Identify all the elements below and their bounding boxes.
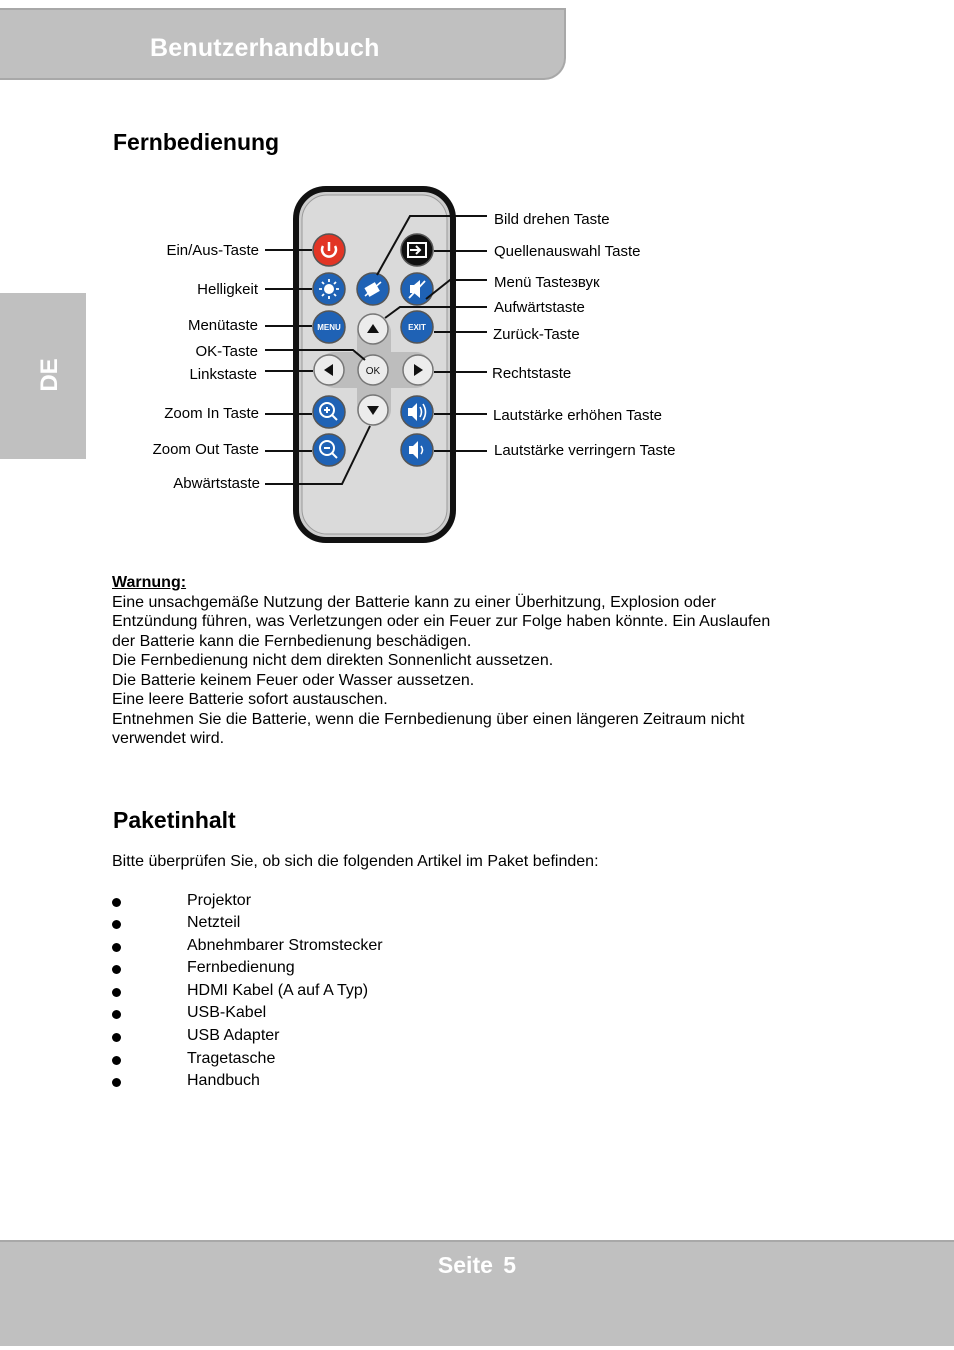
label-rotate: Bild drehen Taste bbox=[494, 211, 610, 228]
warning-line: Eine leere Batterie sofort austauschen. bbox=[112, 691, 388, 708]
bullet-icon bbox=[112, 1033, 121, 1042]
label-up: Aufwärtstaste bbox=[494, 299, 585, 316]
label-zoom-out: Zoom Out Taste bbox=[152, 441, 259, 458]
menu-button-text: MENU bbox=[317, 323, 341, 332]
label-menu: Menütaste bbox=[187, 317, 258, 334]
bullet-icon bbox=[112, 1078, 121, 1087]
list-item-text: Netzteil bbox=[187, 914, 241, 931]
left-button-graphic bbox=[314, 355, 344, 385]
exit-button-graphic bbox=[401, 311, 433, 343]
list-item-text: Fernbedienung bbox=[187, 959, 295, 976]
section-title-remote: Fernbedienung bbox=[113, 129, 280, 155]
bullet-icon bbox=[112, 988, 121, 997]
bullet-icon bbox=[112, 965, 121, 974]
ok-button-graphic bbox=[358, 355, 388, 385]
volume-down-button-graphic bbox=[401, 434, 433, 466]
down-button-graphic bbox=[358, 395, 388, 425]
volume-up-button-graphic bbox=[401, 396, 433, 428]
label-down: Abwärtstaste bbox=[173, 475, 260, 492]
label-zoom-in: Zoom In Taste bbox=[164, 405, 259, 422]
source-button-graphic bbox=[401, 234, 433, 266]
label-source: Quellenauswahl Taste bbox=[494, 243, 641, 260]
remote-diagram bbox=[0, 180, 954, 550]
zoom-out-button-graphic bbox=[313, 434, 345, 466]
label-exit: Zurück-Taste bbox=[493, 326, 580, 343]
exit-button-text: EXIT bbox=[408, 323, 426, 332]
warning-line: Die Fernbedienung nicht dem direkten Sonnenlicht aussetzen. bbox=[112, 652, 554, 669]
label-right: Rechtstaste bbox=[492, 365, 572, 382]
bullet-icon bbox=[112, 920, 121, 929]
list-item-text: Abnehmbarer Stromstecker bbox=[187, 937, 383, 954]
list-item-text: USB-Kabel bbox=[187, 1004, 267, 1021]
warning-line: verwendet wird. bbox=[112, 730, 225, 747]
warning-line: Die Batterie keinem Feuer oder Wasser aussetzen. bbox=[112, 672, 475, 689]
label-mute: Menü Tastезвук bbox=[494, 274, 600, 291]
page-number: Seite 5 bbox=[437, 1252, 517, 1278]
label-left: Linkstaste bbox=[189, 366, 257, 383]
power-button-graphic bbox=[313, 234, 345, 266]
right-button-graphic bbox=[403, 355, 433, 385]
zoom-in-button-graphic bbox=[313, 396, 345, 428]
warning-line: Entzündung führen, was Verletzungen oder ein Feuer zur Folge haben könnte. Ein Auslaufen bbox=[112, 613, 771, 630]
mute-button-graphic bbox=[401, 273, 433, 305]
bullet-icon bbox=[112, 943, 121, 952]
up-button-graphic bbox=[358, 314, 388, 344]
warning-line: Entnehmen Sie die Batterie, wenn die Fernbedienung über einen längeren Zeitraum nicht bbox=[112, 711, 745, 728]
package-intro: Bitte überprüfen Sie, ob sich die folgenden Artikel im Paket befinden: bbox=[112, 853, 599, 870]
list-item-text: Projektor bbox=[187, 892, 252, 909]
list-item-text: HDMI Kabel (A auf A Typ) bbox=[187, 982, 369, 999]
header-title: Benutzerhandbuch bbox=[150, 34, 380, 62]
warning-title: Warnung: bbox=[112, 574, 187, 591]
label-volume-up: Lautstärke erhöhen Taste bbox=[493, 407, 663, 424]
rotate-button-graphic bbox=[357, 273, 389, 305]
list-item-text: USB Adapter bbox=[187, 1027, 280, 1044]
label-ok: OK-Taste bbox=[195, 343, 258, 360]
bullet-icon bbox=[112, 1010, 121, 1019]
language-label: DE bbox=[36, 358, 63, 392]
brightness-button-graphic bbox=[313, 273, 345, 305]
label-brightness: Helligkeit bbox=[197, 281, 258, 298]
warning-line: Eine unsachgemäße Nutzung der Batterie kann zu einer Überhitzung, Explosion oder bbox=[112, 594, 716, 611]
section-title-package: Paketinhalt bbox=[113, 807, 236, 833]
ok-button-text: OK bbox=[365, 366, 381, 377]
list-item-text: Tragetasche bbox=[187, 1050, 276, 1067]
bullet-icon bbox=[112, 898, 121, 907]
warning-line: der Batterie kann die Fernbedienung beschädigen. bbox=[112, 633, 472, 650]
bullet-icon bbox=[112, 1056, 121, 1065]
menu-button-graphic bbox=[313, 311, 345, 343]
list-item-text: Handbuch bbox=[187, 1072, 260, 1089]
label-power: Ein/Aus-Taste bbox=[166, 242, 259, 259]
label-volume-down: Lautstärke verringern Taste bbox=[494, 442, 676, 459]
